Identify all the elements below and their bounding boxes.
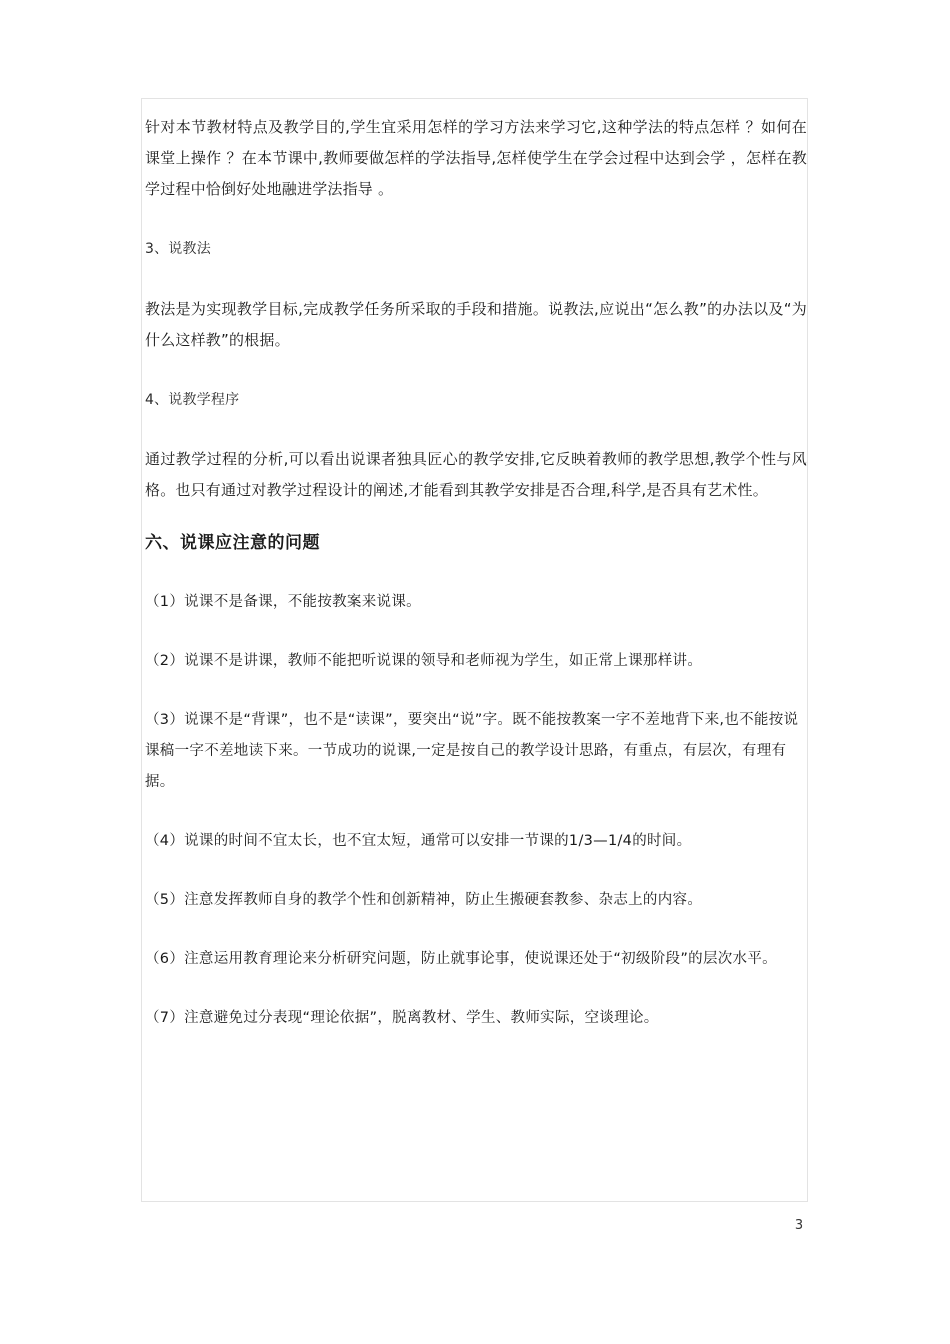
list-item: （4）说课的时间不宜太长，也不宜太短，通常可以安排一节课的1/3—1/4的时间。: [145, 833, 692, 849]
page-number: 3: [794, 1218, 804, 1233]
list-item: （5）注意发挥教师自身的教学个性和创新精神，防止生搬硬套教参、杂志上的内容。: [145, 892, 703, 908]
list-item: （1）说课不是备课，不能按教案来说课。: [145, 594, 421, 610]
document-body: [145, 112, 807, 1034]
subheading-teaching-procedure: 4、说教学程序: [145, 392, 240, 408]
paragraph-learning-method: 针对本节教材特点及教学目的,学生宜采用怎样的学习方法来学习它,这种学法的特点怎样 ？如何在课堂上操作 ？在本节课中,教师要做怎样的学法指导,怎样使学生在学会过程中达到会学 ，怎样在教学过程中恰倒好处地融进学法指导 。: [145, 118, 807, 198]
list-item: （2）说课不是讲课，教师不能把听说课的领导和老师视为学生，如正常上课那样讲。: [145, 653, 703, 669]
list-item: （7）注意避免过分表现“理论依据”，脱离教材、学生、教师实际，空谈理论。: [145, 1010, 659, 1026]
list-item: （6）注意运用教育理论来分析研究问题，防止就事论事，使说课还处于“初级阶段”的层次水平。: [145, 951, 777, 967]
section-title: 六、说课应注意的问题: [145, 533, 320, 553]
list-item: （3）说课不是“背课”，也不是“读课”，要突出“说”字。既不能按教案一字不差地背下来,也不能按说课稿一字不差地读下来。一节成功的说课,一定是按自己的教学设计思路，有重点，有层次，有理有据。: [145, 712, 799, 790]
subheading-teaching-method: 3、说教法: [145, 241, 211, 257]
paragraph-teaching-method: 教法是为实现教学目标,完成教学任务所采取的手段和措施。说教法,应说出“怎么教”的办法以及“为什么这样教”的根据。: [145, 300, 807, 349]
paragraph-teaching-procedure: 通过教学过程的分析,可以看出说课者独具匠心的教学安排,它反映着教师的教学思想,教学个性与风格。也只有通过对教学过程设计的阐述,才能看到其教学安排是否合理,科学,是否具有艺术性。: [145, 450, 807, 499]
